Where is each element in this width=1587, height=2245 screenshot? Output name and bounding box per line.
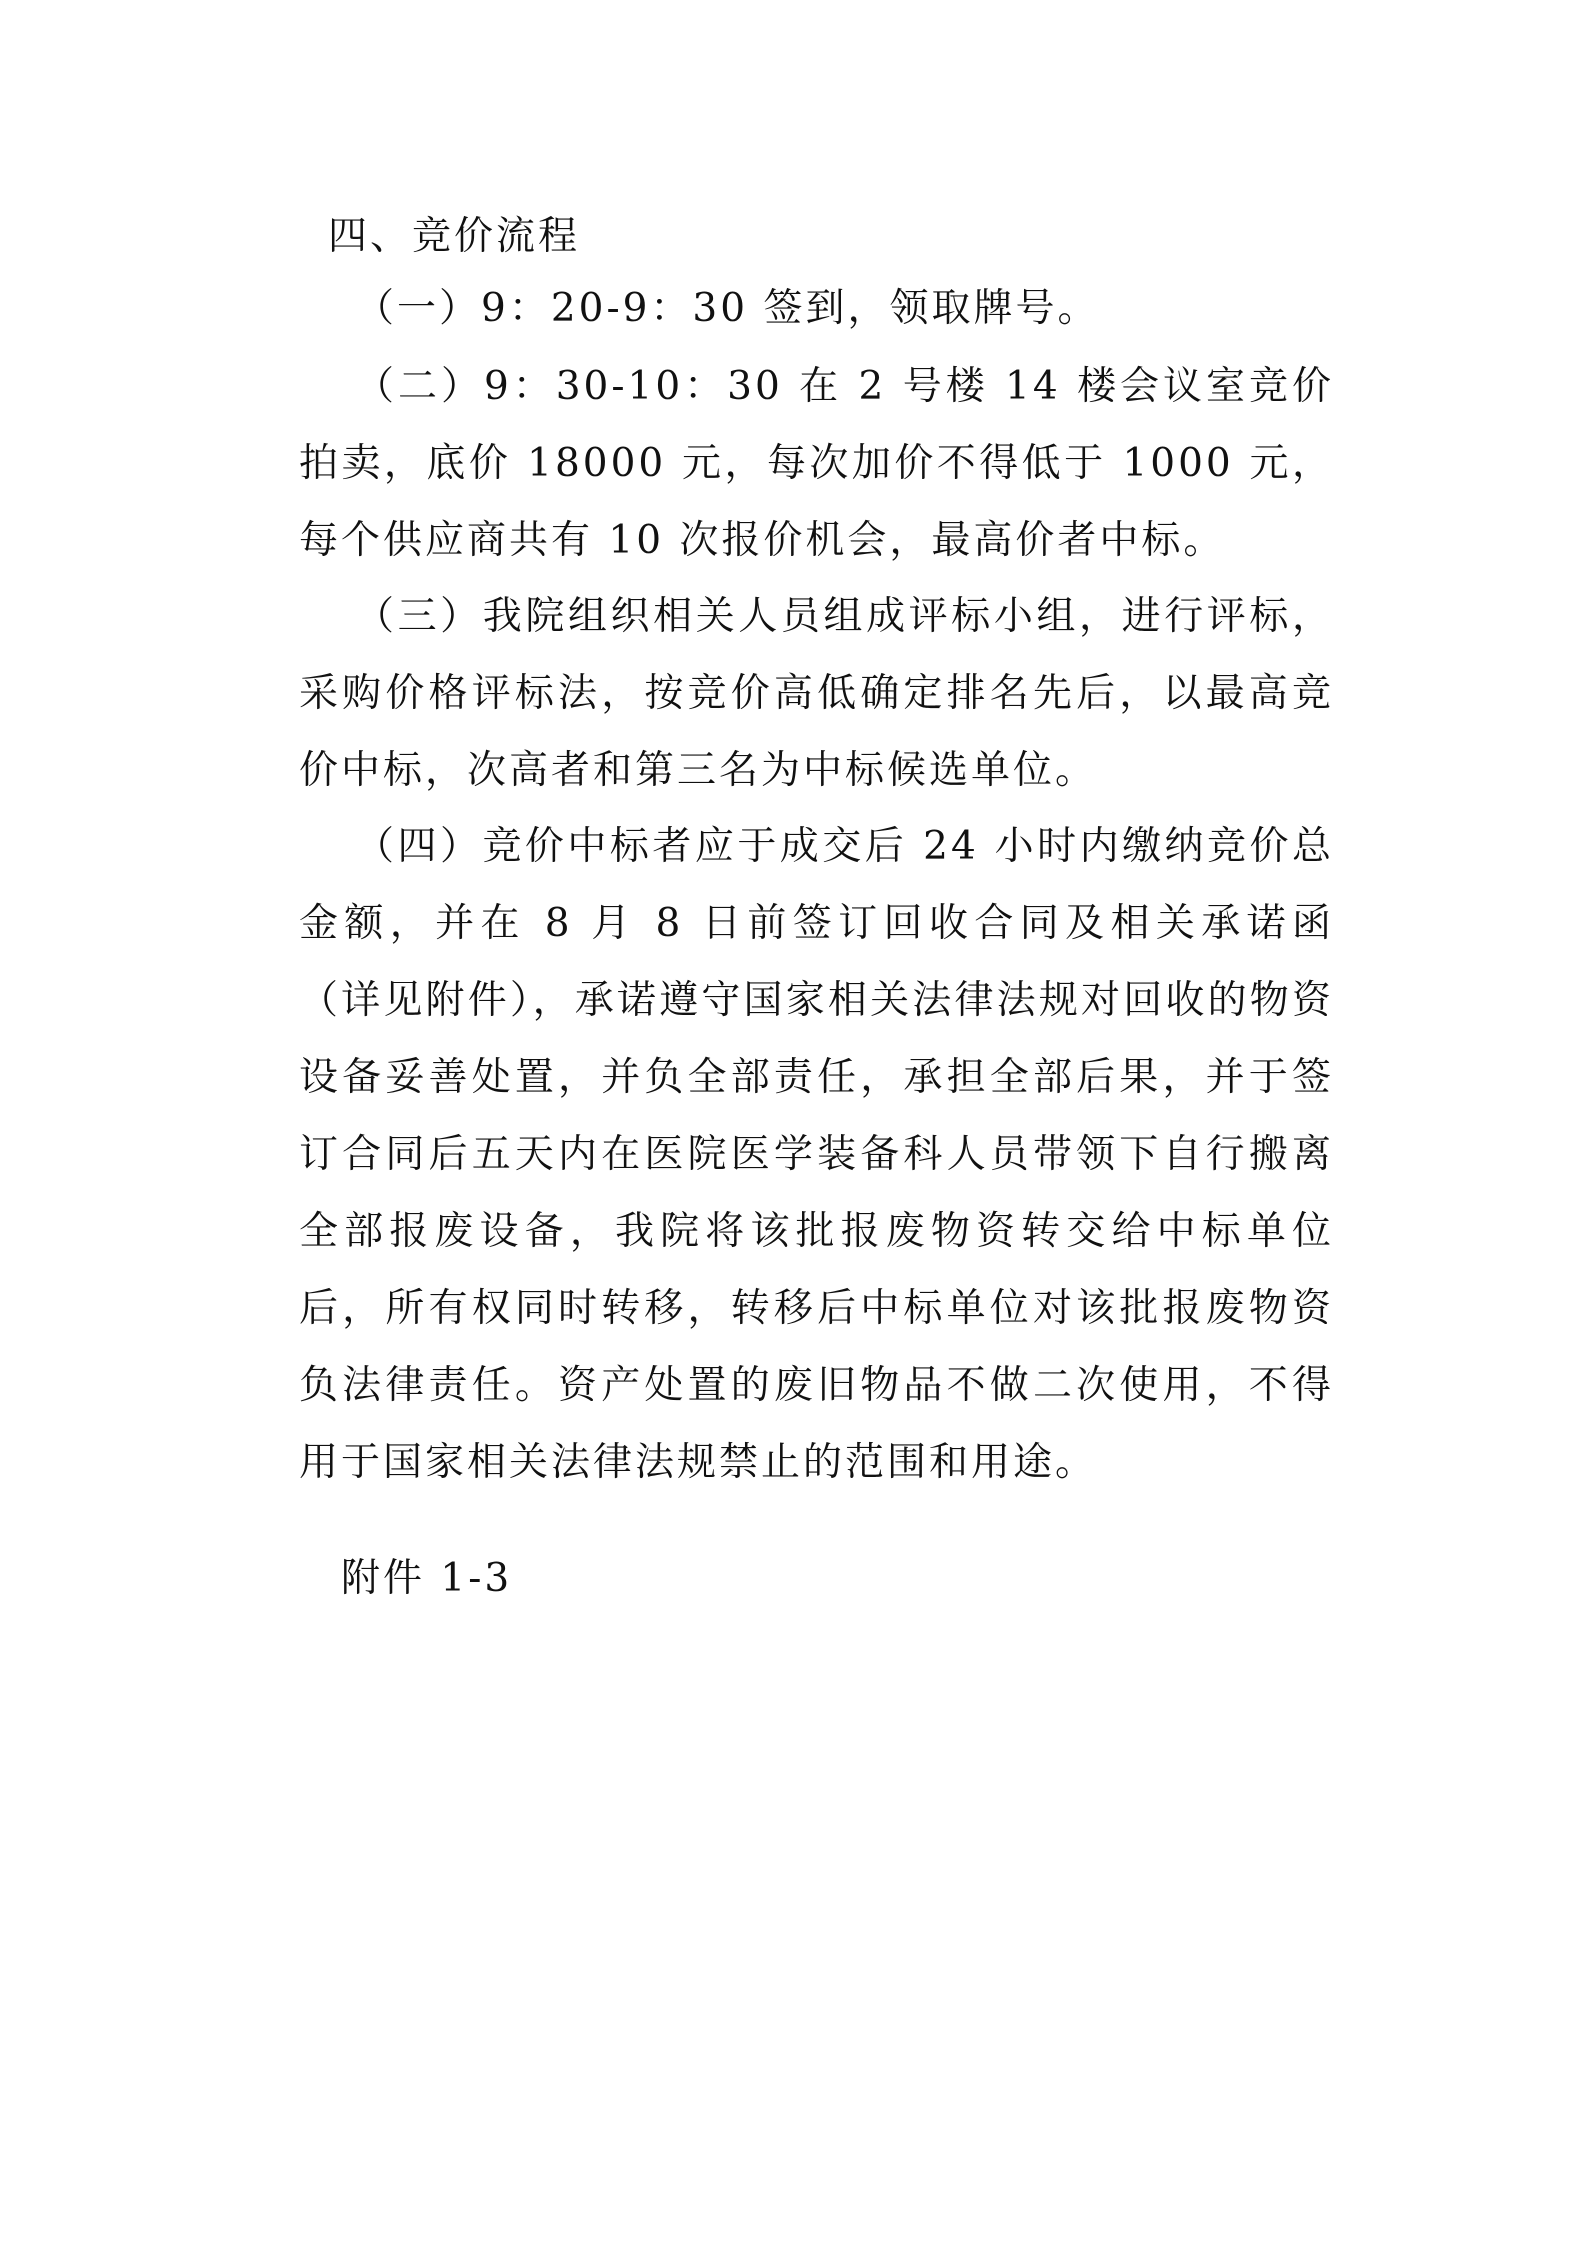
paragraph-sign-in: （一）9：20-9：30 签到，领取牌号。 xyxy=(355,286,1100,331)
paragraph-evaluation: （三）我院组织相关人员组成评标小组，进行评标，采购价格评标法，按竞价高低确定排名先后，以最高竞价中标，次高者和第三名为中标候选单位。 xyxy=(299,594,1334,793)
section-heading: 四、竞价流程 xyxy=(328,214,581,259)
attachment-label: 附件 1-3 xyxy=(341,1556,513,1601)
paragraph-winner-obligations: （四）竞价中标者应于成交后 24 小时内缴纳竞价总金额，并在 8 月 8 日前签订回收合同及相关承诺函（详见附件），承诺遵守国家相关法律法规对回收的物资设备妥善处置，并负全部责任，承担全部后果，并于签订合同后五天内在医院医学装备科人员带领下自行搬离全部报废设备，我院将该批报废物资转交给中标单位后，所有权同时转移，转移后中标单位对该批报废物资负法律责任。资产处置的废旧物品不做二次使用，不得用于国家相关法律法规禁止的范围和用途。 xyxy=(299,824,1334,1485)
paragraph-auction: （二）9：30-10：30 在 2 号楼 14 楼会议室竞价拍卖，底价 18000 元，每次加价不得低于 1000 元，每个供应商共有 10 次报价机会，最高价者中标。 xyxy=(299,364,1334,563)
